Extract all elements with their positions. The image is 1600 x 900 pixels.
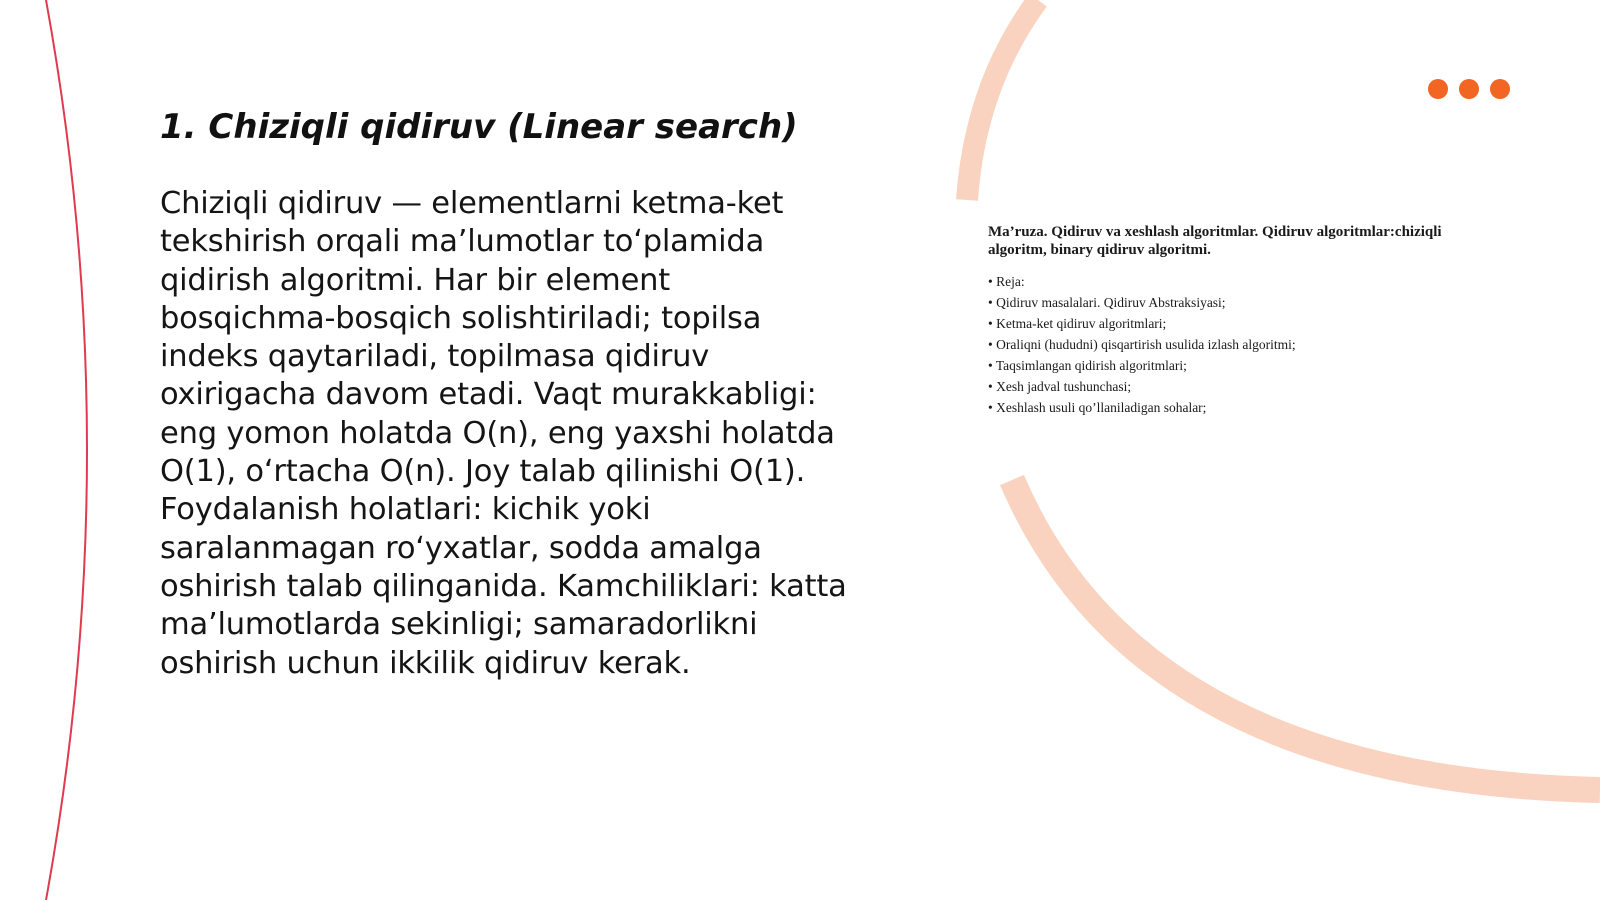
- decorative-arc-lower: [1012, 480, 1600, 790]
- orange-dot-icon: [1490, 79, 1510, 99]
- slide-body-text: Chiziqli qidiruv — elementlarni ketma-ket tekshirish orqali ma’lumotlar to‘plamida qidirish algoritmi. Har bir element bosqichma-bosqich solishtiriladi; topilsa indeks qaytariladi, topilmasa qidiruv oxirigacha davom etadi. Vaqt murakkabligi: eng yomon holatda O(n), eng yaxshi holatda O(1), o‘rtacha O(n). Joy talab qilinishi O(1). Foydalanish holatlari: kichik yoki saralanmagan ro‘yxatlar, sodda amalga oshirish talab qilinganida. Kamchiliklari: katta ma’lumotlarda sekinligi; samaradorlikni oshirish uchun ikkilik qidiruv kerak.: [160, 186, 847, 681]
- list-item: • Qidiruv masalalari. Qidiruv Abstraksiyasi;: [988, 295, 1226, 310]
- slide-title: 1. Chiziqli qidiruv (Linear search): [160, 107, 798, 147]
- menu-dots: [1428, 79, 1510, 99]
- lecture-outline-list: [988, 271, 1448, 418]
- list-item: • Oraliqni (hududni) qisqartirish usulida izlash algoritmi;: [988, 337, 1296, 352]
- left-edge-curve: [46, 0, 87, 900]
- lecture-outline-heading: Ma’ruza. Qidiruv va xeshlash algoritmlar. Qidiruv algoritmlar:chiziqli algoritm, binary qidiruv algoritmi.: [988, 224, 1442, 258]
- list-item: • Xeshlash usuli qo’llaniladigan sohalar;: [988, 400, 1207, 415]
- decorative-arc-upper: [967, 0, 1038, 200]
- orange-dot-icon: [1459, 79, 1479, 99]
- lecture-outline: [988, 223, 1448, 418]
- orange-dot-icon: [1428, 79, 1448, 99]
- list-item: • Reja:: [988, 274, 1025, 289]
- list-item: • Xesh jadval tushunchasi;: [988, 379, 1132, 394]
- list-item: • Taqsimlangan qidirish algoritmlari;: [988, 358, 1187, 373]
- list-item: • Ketma-ket qidiruv algoritmlari;: [988, 316, 1167, 331]
